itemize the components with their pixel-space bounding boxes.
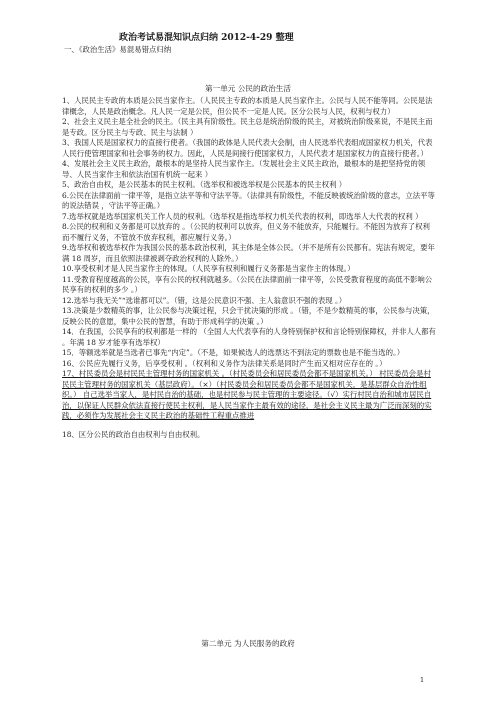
document-title: 政治考试易混知识点归纳 2012-4-29 整理 (119, 33, 294, 43)
list-item: 8.公民的权利和义务都是可以放弃的 。（公民的权利可以放弃，但义务不能放弃，只能履行。不能因为放弃了权利而不履行义务，不管放不放弃权利，都应履行义务。） (62, 222, 430, 242)
list-item: 7.选举权就是选举国家机关工作人员的权利。（选举权是指选举权力机关代表的权利，即选举人大代表的权利 ） (62, 211, 423, 221)
list-item: 15．等额选举就是当选者已事先“内定”。（不是，如果候选人的选票达不到法定的票数也是不能当选的。） (62, 348, 405, 357)
section-subtitle: 一、《政治生活》易混易错点归纳 (64, 45, 172, 54)
page-number: 1 (420, 676, 425, 684)
unit-1-heading: 第一单元 公民的政治生活 (205, 84, 291, 93)
list-item: 13.决策是少数精英的事，让公民参与决策过程，只会干扰决策的形成 。（错，不是少数精英的事，公民参与决策，反映公民的意愿，集中公民的智慧，有助于形成科学的决策 。） (62, 306, 435, 326)
list-item: 12.选举与我无关”“选谁都可以”。（错，这是公民意识不强、主人翁意识不强的表现 。） (62, 295, 347, 305)
list-item: 9.选举权和被选举权作为我国公民的基本政治权利，其主体是全体公民。（并不是所有公民都有。宪法有规定，要年满 18 周岁，而且依照法律被剥夺政治权利的人除外。） (62, 243, 435, 263)
list-item: 17、村民委员会是村民民主管理村务的国家机关 。（村民委员会和居民委员会都不是国家机关。） 村民委员会是村民民主管理村务的国家机关（基层政府）。（×）（村民委员会和居民委员会都不是国家机关，是基层群众自治性组织。） 自己选举当家人，是村民自治的基础，也是村民参与民主管理的主要途径。（√）实行村民自治和城市居民自治，以保证人民群众依法直接行使民主权利，是人民当家作主最有效的途径，是社会主义民主最为广泛而深刻的实践，必须作为发展社会主义民主政治的基础性工程重点推进 (62, 369, 432, 420)
list-item: 2、社会主义民主是全社会的民主。（民主具有阶级性。民主总是统治阶级的民主，对被统治阶级来说，不是民主而是专政。区分民主与专政、民主与法制 ） (62, 117, 433, 137)
unit-2-heading: 第二单元 为人民服务的政府 (201, 639, 295, 648)
list-item: 5、政治自由权，是公民基本的民主权利。（选举权和被选举权是公民基本的民主权利 ） (62, 180, 347, 189)
list-item: 18、区分公民的政治自由权利与自由权利。 (62, 429, 205, 439)
list-item: 6.公民在法律面前一律平等，是指立法平等和守法平等。（法律具有阶级性，不能反映被统治阶级的意志，立法平等的说法错误 ，守法平等正确。） (62, 190, 435, 210)
list-item: 14．在我国，公民享有的权利都是一样的 （全国人大代表享有的人身特别保护权和言论特别保障权，并非人人都有 。年满 18 岁才能享有选举权） (62, 327, 436, 347)
list-item: 3、我国人民是国家权力的直接行使者。（我国的政体是人民代表大会制，由人民选举代表组成国家权力机关，代表人民行使管理国家和社会事务的权力。因此，人民是间接行使国家权力，人民代表才是国家权力的直接行使者。） (62, 138, 433, 158)
list-item: 10.享受权利才是人民当家作主的体现。（人民享有权利和履行义务都是当家作主的体现。） (62, 264, 355, 273)
list-item: 11.受教育程度越高的公民，享有公民的权利就越多。（公民在法律面前一律平等，公民受教育程度的高低不影响公民享有的权利的多少 。） (62, 274, 433, 294)
list-item: 16、公民应先履行义务，后享受权利 。（权利和义务作为法律关系是同时产生而又相对应存在的 。） (62, 358, 387, 368)
document-body (62, 96, 436, 440)
list-item: 4、发展社会主义民主政治，最根本的是坚持人民当家作主。（发展社会主义民主政治，最根本的是把坚持党的领导、人民当家作主和依法治国有机统一起来 ） (62, 159, 426, 179)
list-item: 1、人民民主专政的本质是公民当家作主。（人民民主专政的本质是人民当家作主。公民与人民不能等同。公民是法律概念，人民是政治概念。凡人民一定是公民，但公民不一定是人民。区分公民与人民，权利与权力） (62, 96, 433, 116)
